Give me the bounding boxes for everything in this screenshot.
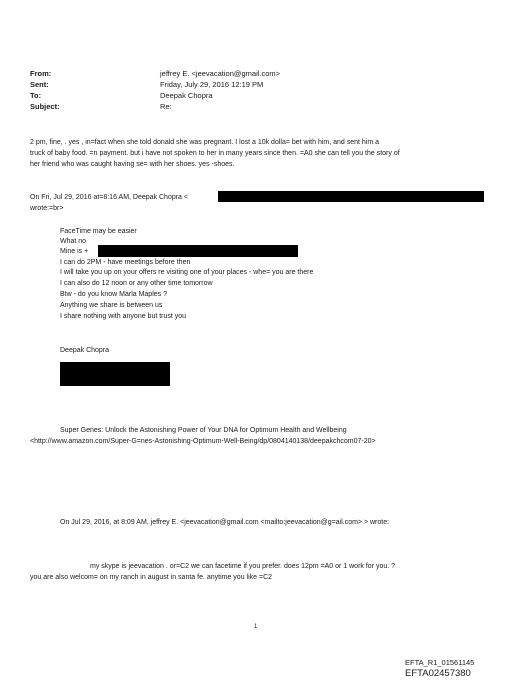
from-value: jeffrey E. <jeevacation@gmail.com> [160, 69, 281, 78]
quote1-line: Anything we share is between us [60, 302, 163, 309]
quote1-line: Btw - do you know Marla Maples ? [60, 291, 167, 298]
sent-label: Sent: [30, 80, 49, 89]
sent-value: Friday, July 29, 2016 12:19 PM [160, 80, 264, 89]
quote2-intro: On Jul 29, 2016, at 8:09 AM, jeffrey E. <jeevacation@gmail.com <mailto:jeevacation@g=ail.com> > wrote: [60, 519, 390, 526]
subject-label: Subject: [30, 102, 60, 111]
from-label: From: [30, 69, 52, 78]
to-value: Deepak Chopra [160, 91, 213, 100]
body-line: truck of baby food. =n payment. but i have not spoken to her in many years since then. =A0 she can tell you the story of [30, 150, 400, 157]
book-promo-title: Super Genes: Unlock the Astonishing Power of Your DNA for Optimum Health and Wellbeing [60, 427, 347, 434]
quote1-line: What no [60, 238, 87, 245]
quote1-intro: On Fri, Jul 29, 2016 at=8:16 AM, Deepak Chopra < [30, 194, 188, 201]
bates-ref-2: EFTA02457380 [405, 668, 471, 679]
signature-name: Deepak Chopra [60, 347, 110, 354]
redaction-box [218, 191, 484, 202]
quote1-line: I can do 2PM - have meetings before then [60, 259, 191, 266]
quote1-line: I can also do 12 noon or any other time tomorrow [60, 280, 213, 287]
book-promo-link[interactable]: <http://www.amazon.com/Super-G=nes-Astonishing-Optimum-Well-Being/dp/0804140138/deepakchcom07-20> [30, 438, 376, 445]
subject-value: Re: [160, 102, 172, 111]
body-line: her friend who was caught having se= with her shoes. yes -shoes. [30, 161, 235, 168]
body-line: 2 pm, fine, . yes , in=fact when she told donald she was pregnant. I lost a 10k dolla= bet with him, and sent him a [30, 139, 380, 146]
page-number: 1 [254, 624, 258, 630]
quote1-line: I share nothing with anyone but trust you [60, 313, 187, 320]
redaction-box [60, 362, 170, 386]
body-paragraph [30, 137, 492, 170]
quote1-line: I will take you up on your offers re visiting one of your places - whe= you are there [60, 269, 314, 276]
quote2-line: my skype is jeevacation . or=C2 we can facetime if you prefer. does 12pm =A0 or 1 work for you. ? [90, 563, 396, 570]
bates-ref-1: EFTA_R1_01561145 [405, 658, 475, 667]
quote1-intro-wrote: wrote:=br> [30, 205, 64, 212]
quote1-line: FaceTime may be easier [60, 228, 137, 235]
to-label: To: [30, 91, 42, 100]
quote2-line: you are also welcom= on my ranch in august in santa fe. anytime you like =C2 [30, 574, 273, 581]
redaction-box [98, 245, 298, 257]
quote1-line: Mine is + [60, 248, 89, 255]
